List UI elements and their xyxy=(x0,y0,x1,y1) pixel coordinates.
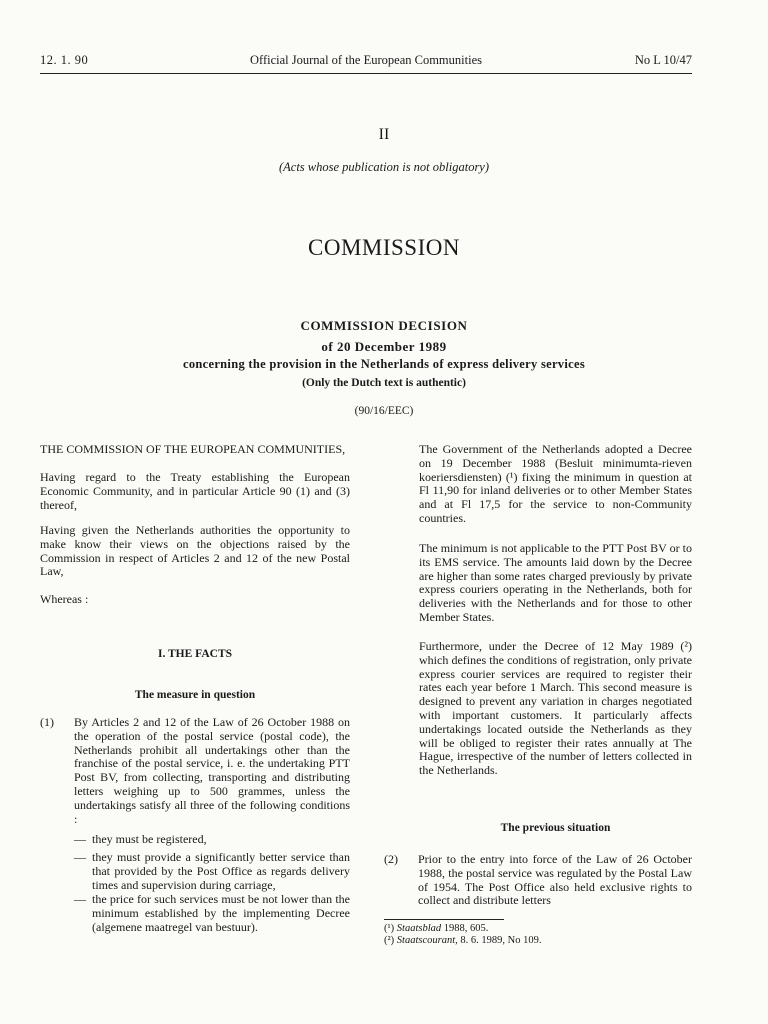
previous-situation-heading: The previous situation xyxy=(500,822,611,834)
dash-marker: — xyxy=(74,850,86,864)
footnote-marker: (¹) xyxy=(384,923,395,934)
condition-item xyxy=(74,851,350,893)
section-number: II xyxy=(378,126,390,143)
numbered-paragraph-2 xyxy=(384,853,692,913)
running-header xyxy=(40,53,692,73)
right-paragraph-decree: The Government of the Netherlands adopted a Decree on 19 December 1988 (Besluit minimumta-rieven koeriersdiensten) (¹) fixing the minimum in question at Fl 11,90 for inland deliveries or to other Member States and at Fl 17,5 for the service to non-Community countries. xyxy=(419,442,692,525)
right-paragraph-minimum: The minimum is not applicable to the PTT Post BV or to its EMS service. The amounts laid down by the Decree are higher than some rates charged previously by private express couriers operating in the Netherlands, both for deliveries with the Netherlands and for those to other Member States. xyxy=(419,541,692,624)
condition-item xyxy=(74,833,350,847)
paragraph-number: (1) xyxy=(40,715,54,729)
section-subtitle: (Acts whose publication is not obligatory) xyxy=(278,160,490,174)
condition-text: they must be registered, xyxy=(92,832,207,846)
dash-marker: — xyxy=(74,832,86,846)
footnote-rule xyxy=(384,919,504,920)
condition-text: the price for such services must be not lower than the minimum established by the implementing Decree (algemene maatregel van bestuur). xyxy=(92,892,350,934)
left-whereas: Whereas : xyxy=(40,592,89,606)
numbered-paragraph-1 xyxy=(40,716,350,836)
footnote-source: Staatsblad xyxy=(396,923,442,934)
dash-marker: — xyxy=(74,892,86,906)
left-paragraph-treaty: Having regard to the Treaty establishing the European Economic Community, and in particular Article 90 (1) and (3) thereof, xyxy=(40,470,350,512)
section-heading: COMMISSION xyxy=(308,235,460,260)
measure-heading: The measure in question xyxy=(134,689,256,701)
footnote-citation: 1988, 605. xyxy=(443,923,489,934)
paragraph-text: Prior to the entry into force of the Law of 26 October 1988, the postal service was regulated by the Postal Law of 1954. The Post Office also held exclusive rights to collect and distribute letters xyxy=(418,852,692,908)
condition-text: they must provide a significantly better service than that provided by the Post Office as regards delivery times and supervision during carriage, xyxy=(92,850,350,892)
footnote-1 xyxy=(384,923,684,935)
header-page-number: No L 10/47 xyxy=(634,53,692,67)
header-journal-title: Official Journal of the European Communities xyxy=(249,53,482,67)
decision-subject: concerning the provision in the Netherlands of express delivery services xyxy=(182,357,585,371)
condition-item xyxy=(74,893,350,949)
header-date: 12. 1. 90 xyxy=(40,53,89,67)
footnote-marker: (²) xyxy=(384,935,395,946)
decision-authentic-note: (Only the Dutch text is authentic) xyxy=(302,377,466,389)
decision-date: of 20 December 1989 xyxy=(321,339,447,354)
footnote-2 xyxy=(384,935,684,947)
paragraph-number: (2) xyxy=(384,852,398,866)
right-paragraph-registration: Furthermore, under the Decree of 12 May 1989 (²) which defines the conditions of registration, only private express courier services are required to register their rates each year before 1 March. This second measure is designed to prevent any variation in charges negotiated with important customers. It particularly affects undertakings located outside the Netherlands as they will be obliged to register their rates annually at The Hague, irrespective of the number of letters collected in the Netherlands. xyxy=(419,639,692,778)
facts-heading: I. THE FACTS xyxy=(157,648,233,660)
left-intro: THE COMMISSION OF THE EUROPEAN COMMUNITIES, xyxy=(40,442,346,456)
decision-title: COMMISSION DECISION xyxy=(300,318,468,333)
decision-reference: (90/16/EEC) xyxy=(354,405,414,417)
header-rule xyxy=(40,73,692,74)
footnote-citation: 8. 6. 1989, No 109. xyxy=(460,935,542,946)
left-paragraph-opportunity: Having given the Netherlands authorities the opportunity to make know their views on the objections raised by the Commission in respect of Articles 2 and 12 of the new Postal Law, xyxy=(40,523,350,579)
footnote-source: Staatscourant, xyxy=(396,935,458,946)
paragraph-text: By Articles 2 and 12 of the Law of 26 October 1988 on the operation of the postal service (postal code), the Netherlands prohibit all undertakings other than the franchise of the postal service, i. e. the undertaking PTT Post BV, from collecting, transporting and distributing letters weighing up to 500 grammes, unless the undertakings satisfy all three of the following conditions : xyxy=(74,715,350,826)
